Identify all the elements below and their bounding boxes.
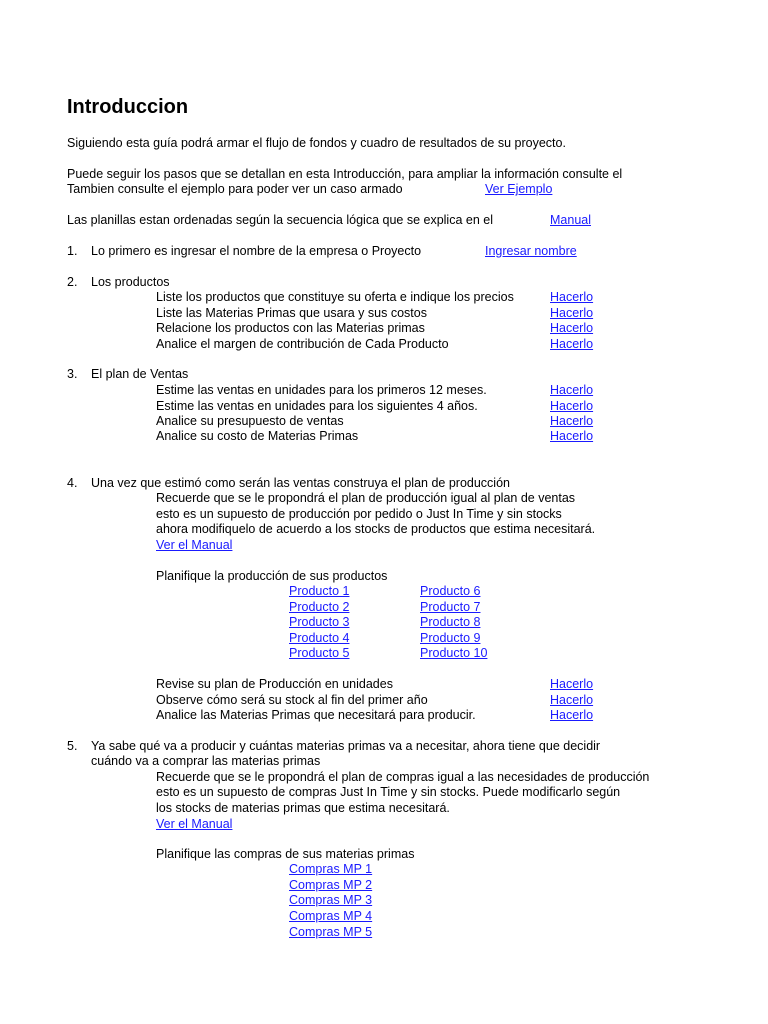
step3-hacerlo-link[interactable]: Hacerlo [550,399,594,413]
para2-line1: Puede seguir los pasos que se detallan en esta Introducción, para ampliar la información consulte el [67,167,623,181]
ver-ejemplo-link[interactable]: Ver Ejemplo [485,182,553,196]
step2-title: Los productos [91,275,170,289]
ingresar-nombre-link[interactable]: Ingresar nombre [485,244,577,258]
step3-item-text: Estime las ventas en unidades para los siguientes 4 años. [156,399,478,413]
step2-item-text: Analice el margen de contribución de Cada Producto [156,337,449,351]
step1-text: Lo primero es ingresar el nombre de la empresa o Proyecto [91,244,422,258]
step3-item-text: Analice su costo de Materias Primas [156,429,359,443]
step4-item-text: Observe cómo será su stock al fin del primer año [156,693,428,707]
step3-title: El plan de Ventas [91,367,189,381]
step2-hacerlo-link[interactable]: Hacerlo [550,337,594,351]
producto-link[interactable]: Producto 1 [289,584,350,598]
intro-text: Siguiendo esta guía podrá armar el flujo de fondos y cuadro de resultados de su proyecto. [67,136,566,150]
compras-mp-link[interactable]: Compras MP 5 [289,925,373,939]
step4-note-line: esto es un supuesto de producción por pedido o Just In Time y sin stocks [156,507,562,521]
step2-number: 2. [67,275,78,289]
compras-mp-link[interactable]: Compras MP 2 [289,878,373,892]
producto-link[interactable]: Producto 4 [289,631,350,645]
step3-hacerlo-link[interactable]: Hacerlo [550,383,594,397]
step5-note-line: esto es un supuesto de compras Just In Time y sin stocks. Puede modificarlo según [156,785,621,799]
step3-item-text: Analice su presupuesto de ventas [156,414,344,428]
step4-hacerlo-link[interactable]: Hacerlo [550,677,594,691]
step5-manual-link[interactable]: Ver el Manual [156,817,233,831]
producto-link[interactable]: Producto 9 [420,631,481,645]
step5-title-line1: Ya sabe qué va a producir y cuántas materias primas va a necesitar, ahora tiene que decidir [91,739,601,753]
para2-line2: Tambien consulte el ejemplo para poder ver un caso armado [67,182,403,196]
manual-link[interactable]: Manual [550,213,591,227]
compras-mp-link[interactable]: Compras MP 3 [289,893,373,907]
step4-note-line: Recuerde que se le propondrá el plan de producción igual al plan de ventas [156,491,576,505]
step2-hacerlo-link[interactable]: Hacerlo [550,306,594,320]
step5-planifique: Planifique las compras de sus materias primas [156,847,415,861]
producto-link[interactable]: Producto 7 [420,600,481,614]
step2-hacerlo-link[interactable]: Hacerlo [550,321,594,335]
planillas-text: Las planillas estan ordenadas según la secuencia lógica que se explica en el [67,213,493,227]
step4-number: 4. [67,476,78,490]
step5-number: 5. [67,739,78,753]
step2-item-text: Relacione los productos con las Materias primas [156,321,425,335]
producto-link[interactable]: Producto 2 [289,600,350,614]
step5-title-line2: cuándo va a comprar las materias primas [91,754,321,768]
step4-item-text: Analice las Materias Primas que necesitará para producir. [156,708,476,722]
step4-item-text: Revise su plan de Producción en unidades [156,677,393,691]
producto-link[interactable]: Producto 10 [420,646,488,660]
step2-item-text: Liste las Materias Primas que usara y sus costos [156,306,427,320]
step4-manual-link[interactable]: Ver el Manual [156,538,233,552]
step2-item-text: Liste los productos que constituye su oferta e indique los precios [156,290,514,304]
step4-hacerlo-link[interactable]: Hacerlo [550,693,594,707]
step4-hacerlo-link[interactable]: Hacerlo [550,708,594,722]
step5-note-line: Recuerde que se le propondrá el plan de compras igual a las necesidades de producción [156,770,650,784]
step3-item-text: Estime las ventas en unidades para los primeros 12 meses. [156,383,487,397]
producto-link[interactable]: Producto 5 [289,646,350,660]
step2-hacerlo-link[interactable]: Hacerlo [550,290,594,304]
producto-link[interactable]: Producto 6 [420,584,481,598]
step4-note-line: ahora modifiquelo de acuerdo a los stocks de productos que estima necesitará. [156,522,596,536]
page-title: Introduccion [67,96,189,118]
step1-number: 1. [67,244,78,258]
step4-planifique: Planifique la producción de sus productos [156,569,388,583]
producto-link[interactable]: Producto 8 [420,615,481,629]
producto-link[interactable]: Producto 3 [289,615,350,629]
step5-note-line: los stocks de materias primas que estima necesitará. [156,801,450,815]
step3-hacerlo-link[interactable]: Hacerlo [550,429,594,443]
step4-title: Una vez que estimó como serán las ventas construya el plan de producción [91,476,510,490]
step3-number: 3. [67,367,78,381]
compras-mp-link[interactable]: Compras MP 4 [289,909,373,923]
step3-hacerlo-link[interactable]: Hacerlo [550,414,594,428]
compras-mp-link[interactable]: Compras MP 1 [289,862,373,876]
